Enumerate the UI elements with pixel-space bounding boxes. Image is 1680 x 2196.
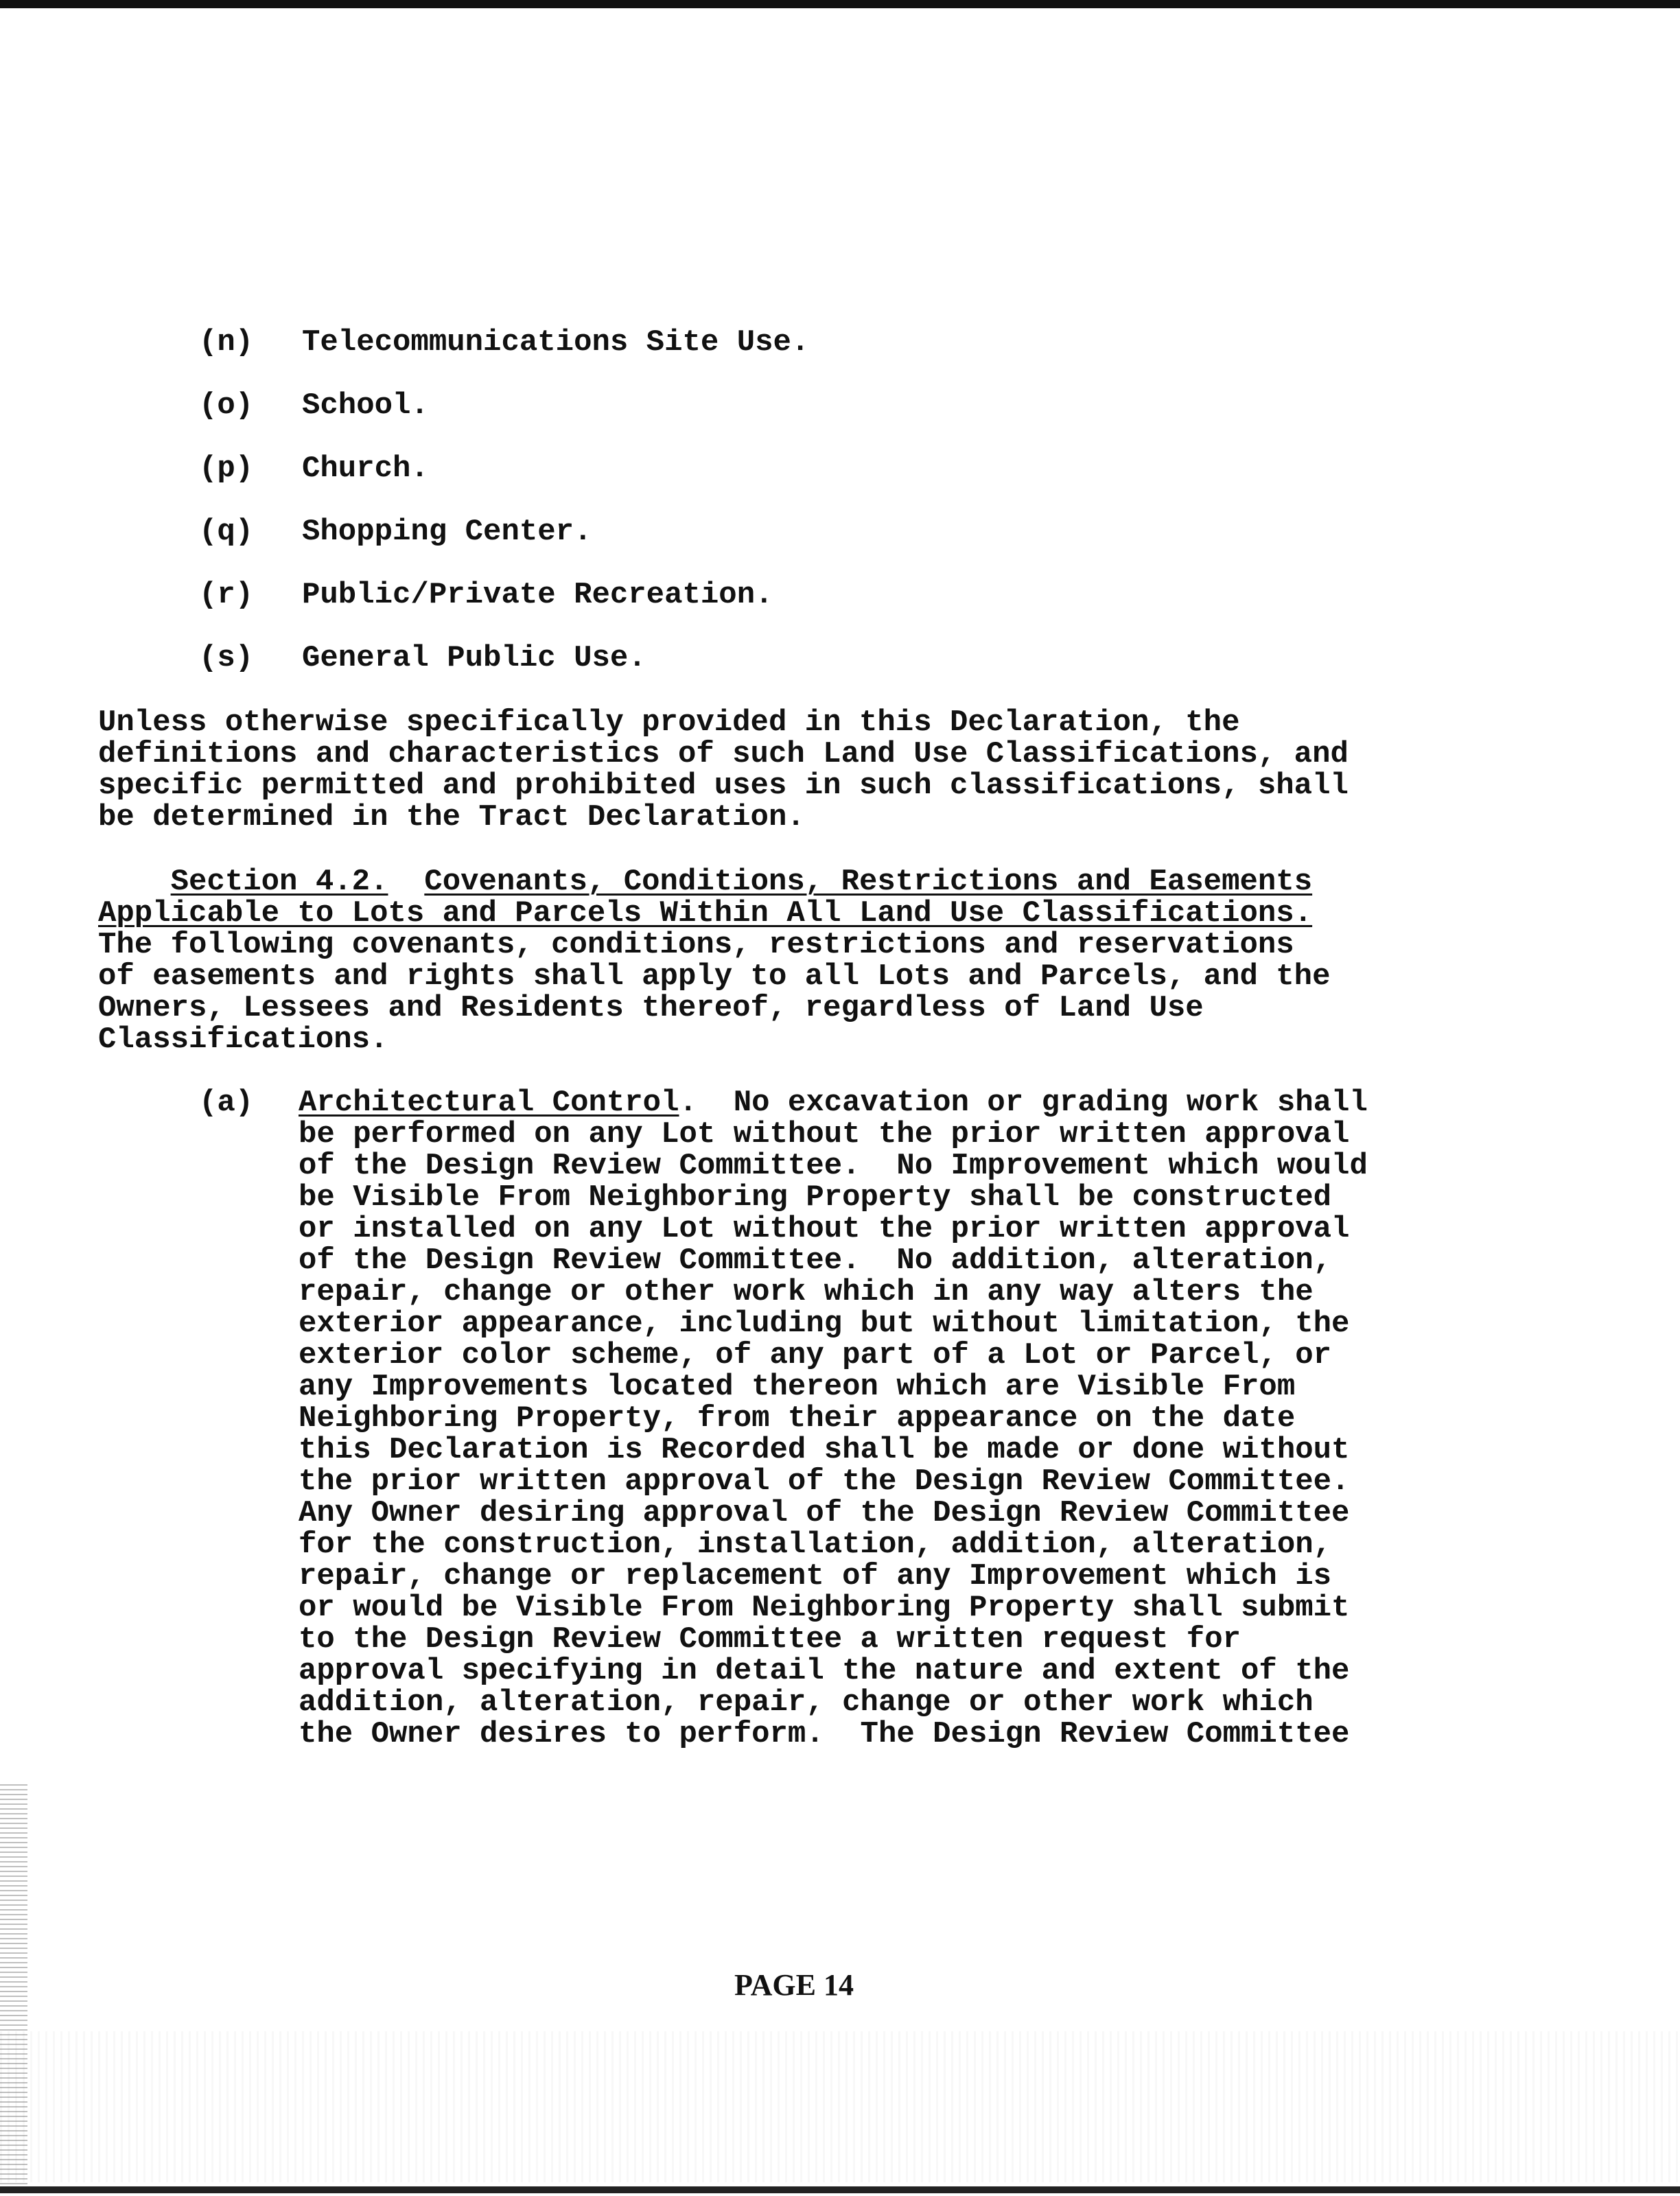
list-text: Shopping Center. (302, 515, 592, 549)
list-item (199, 453, 429, 484)
list-marker: (p) (199, 452, 254, 486)
paragraph-line: Unless otherwise specifically provided in this Declaration, the (98, 705, 1240, 740)
scan-left-edge (0, 1784, 27, 2189)
list-item (199, 390, 429, 421)
list-marker: (q) (199, 515, 254, 549)
subsection-line: the prior written approval of the Design Review Committee. (299, 1464, 1350, 1499)
section-heading-line-2 (98, 898, 1484, 929)
subsection-line: of the Design Review Committee. No addition, alteration, (299, 1243, 1332, 1278)
subsection-line: approval specifying in detail the nature and extent of the (299, 1654, 1350, 1688)
list-marker: (r) (199, 578, 254, 612)
scan-noise (0, 2031, 1680, 2182)
subsection-body (299, 1087, 1368, 1750)
paragraph-land-use (98, 707, 1484, 833)
subsection-line: this Declaration is Recorded shall be made or done without (299, 1433, 1350, 1467)
subsection-line: any Improvements located thereon which are Visible From (299, 1370, 1296, 1404)
list-text: School. (302, 388, 429, 423)
subsection-marker: (a) (199, 1086, 254, 1120)
subsection-line: repair, change or other work which in any way alters the (299, 1275, 1314, 1309)
list-item (199, 642, 646, 674)
list-marker: (s) (199, 641, 254, 675)
paragraph-line: be determined in the Tract Declaration. (98, 800, 805, 834)
list-item (199, 579, 773, 611)
list-marker: (o) (199, 388, 254, 423)
subsection-line: for the construction, installation, addition, alteration, (299, 1528, 1332, 1562)
list-text: Public/Private Recreation. (302, 578, 773, 612)
section-label: Section 4.2. (170, 865, 388, 899)
scan-top-border (0, 0, 1680, 8)
subsection-line: Neighboring Property, from their appearance on the date (299, 1401, 1296, 1436)
list-text: Telecommunications Site Use. (302, 325, 810, 360)
section-title-1: Covenants, Conditions, Restrictions and Easements (424, 865, 1313, 899)
subsection-first-line-rest: . No excavation or grading work shall (679, 1086, 1368, 1120)
subsection-line: repair, change or replacement of any Improvement which is (299, 1559, 1332, 1593)
subsection-line: the Owner desires to perform. The Design Review Committee (299, 1717, 1350, 1751)
list-text: General Public Use. (302, 641, 646, 675)
list-item (199, 327, 809, 358)
scan-bottom-border (0, 2186, 1680, 2193)
section-indent (98, 865, 171, 899)
section-body-line: Owners, Lessees and Residents thereof, regardless of Land Use (98, 991, 1204, 1025)
section-body-line: of easements and rights shall apply to all Lots and Parcels, and the (98, 959, 1331, 994)
subsection-line: addition, alteration, repair, change or other work which (299, 1685, 1314, 1720)
subsection-first-line (299, 1087, 1368, 1119)
list-marker: (n) (199, 325, 254, 360)
subsection-line: or installed on any Lot without the prior written approval (299, 1212, 1350, 1246)
list-item (199, 516, 592, 548)
list-text: Church. (302, 452, 429, 486)
paragraph-line: specific permitted and prohibited uses in such classifications, shall (98, 769, 1349, 803)
subsection-line: to the Design Review Committee a written request for (299, 1622, 1241, 1657)
subsection-heading: Architectural Control (299, 1086, 679, 1120)
subsection-line: or would be Visible From Neighboring Property shall submit (299, 1591, 1350, 1625)
section-title-2: Applicable to Lots and Parcels Within All Land Use Classifications. (98, 896, 1313, 931)
paragraph-line: definitions and characteristics of such Land Use Classifications, and (98, 737, 1349, 771)
subsection-line: of the Design Review Committee. No Improvement which would (299, 1149, 1368, 1183)
section-4-2 (98, 866, 1484, 1055)
subsection-line: exterior color scheme, of any part of a Lot or Parcel, or (299, 1338, 1332, 1372)
subsection-line: Any Owner desiring approval of the Design Review Committee (299, 1496, 1350, 1530)
page-number: PAGE 14 (734, 1968, 854, 2002)
section-heading-line-1 (98, 866, 1484, 898)
subsection-line: exterior appearance, including but without limitation, the (299, 1307, 1350, 1341)
subsection-line: be Visible From Neighboring Property shall be constructed (299, 1180, 1332, 1215)
subsection-line: be performed on any Lot without the prior written approval (299, 1117, 1350, 1152)
section-body-line: The following covenants, conditions, restrictions and reservations (98, 928, 1294, 962)
section-body-line: Classifications. (98, 1023, 388, 1057)
